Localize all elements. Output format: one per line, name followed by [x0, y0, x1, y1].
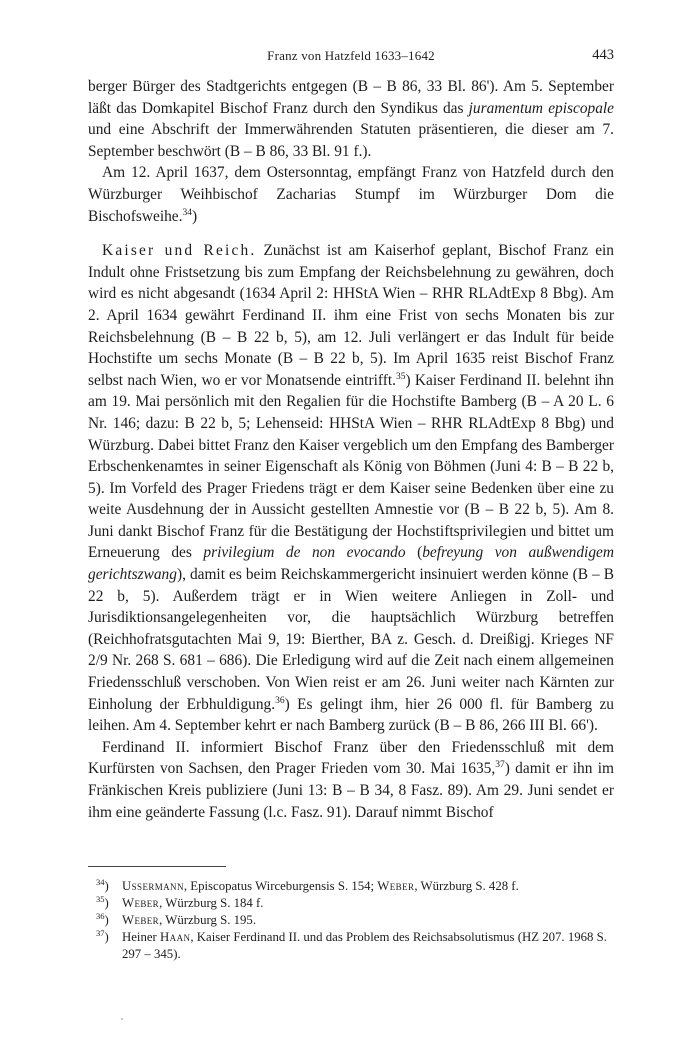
paragraph-kaiser-und-reich [88, 240, 614, 737]
footnote-author: Weber [377, 879, 415, 893]
footnote-number: 35 [96, 894, 105, 904]
footnote-number: 34 [96, 877, 105, 887]
text-run: und eine Abschrift der Immerwährenden Statuten präsentieren, die dieser am 7. September beschwört (B – B 86, 33 Bl. 91 f.). [88, 121, 614, 160]
footnote-ref: 36 [275, 695, 285, 706]
footnote-text: , Episcopatus Wirceburgensis S. 154; [183, 879, 378, 893]
text-run: Zunächst ist am Kaiserhof geplant, Bischof Franz ein Indult ohne Fristsetzung bis zum Empfang der Reichsbelehnung zu gewähren, doch wird es nicht abgesandt (1634 April 2: HHStA Wien – RHR RLAdtExp 8 Bbg). Am 2. April 1634 gewährt Ferdinand II. ihm eine Frist von sechs Monaten bis zur Reichsbelehnung (B – B 22 b, 5), am 12. Juli verlängert er das Indult für beide Hochstifte um sechs Monate (B – B 22 b, 5). Im April 1635 reist Bischof Franz selbst nach Wien, wo er vor Monatsende eintrifft. [88, 242, 614, 389]
footnote-text: Heiner [122, 930, 161, 944]
footnote-marker: $^{37}$) [96, 928, 109, 944]
text-run: Am 12. April 1637, dem Ostersonntag, empfängt Franz von Hatzfeld durch den Würzburger Weihbischof Zacharias Stumpf im Würzburger Dom die Bischofsweihe. [88, 164, 614, 225]
footnote-marker: $^{36}$) [96, 911, 109, 927]
text-run: ) Kaiser Ferdinand II. belehnt ihn am 19. Mai persönlich mit den Regalien für die Hochstifte Bamberg (B – A 20 L. 6 Nr. 146; dazu: B 22 b, 5; Lehenseid: HHStA Wien – RHR RLAdtExp 8 Bbg) und Würzburg. Dabei bittet Franz den Kaiser vergeblich um den Empfang des Bamberger Erbschenkenamtes in seiner Eigenschaft als König von Böhmen (Juni 4: B – B 22 b, 5). Im Vorfeld des Prager Friedens trägt er dem Kaiser seine Bedenken über eine zu weite Ausdehnung der in Aussicht gestellten Amnestie vor (B – B 22 b, 5). Am 8. Juni dankt Bischof Franz für die Bestätigung der Hochstiftsprivilegien und bittet um Erneuerung des [88, 371, 614, 562]
footnote-marker: $^{34}$) [96, 877, 109, 893]
footnote-item [88, 912, 614, 929]
text-run: berger Bürger des Stadtgerichts entgegen (B – B 86, 33 Bl. 86'). Am 5. September läßt das Domkapitel Bischof Franz durch den Syndikus das [88, 78, 614, 117]
paragraph-continuation [88, 76, 614, 162]
footnote-author: Weber [122, 913, 160, 927]
footnote-item [88, 878, 614, 895]
body-text [88, 76, 614, 823]
latin-term: privilegium de non evocando [203, 544, 406, 562]
section-heading: Kaiser und Reich. [102, 242, 257, 260]
footnote-author: Haan [160, 930, 191, 944]
footnote-author: Ussermann [122, 879, 184, 893]
footnote-text: , Würzburg S. 428 f. [414, 879, 519, 893]
footnote-text: , Würzburg S. 195. [159, 913, 257, 927]
running-header [88, 48, 614, 68]
footnote-ref: 37 [495, 760, 505, 771]
page-number: 443 [592, 47, 614, 63]
latin-term: juramentum episcopale [468, 99, 615, 117]
footnote-number: 37 [96, 928, 105, 938]
running-title: Franz von Hatzfeld 1633–1642 [267, 48, 435, 63]
text-run: ) Es gelingt ihm, hier 26 000 fl. für Bamberg zu leihen. Am 4. September kehrt er nach Bamberg zurück (B – B 86, 266 III Bl. 66'). [88, 695, 614, 735]
text-run: Ferdinand II. informiert Bischof Franz über den Friedensschluß mit dem Kurfürsten von Sachsen, den Prager Frieden vom 30. Mai 1635, [88, 738, 614, 778]
footnote-author: Weber [122, 896, 160, 910]
text-run: ), damit es beim Reichskammergericht insinuiert werden könne (B – B 22 b, 5). Außerdem trägt er in Wien weitere Anliegen in Zoll- und Jurisdiktionsangelegenheiten vor, die hauptsächlich Würzburg betreffen (Reichhofratsgutachten Mai 9, 19: Bierther, BA z. Gesch. d. Dreißigj. Krieges NF 2/9 Nr. 268 S. 681 – 686). Die Erledigung wird auf die Zeit nach einem allgemeinen Friedensschluß verschoben. Von Wien reist er am 26. Juni weiter nach Kärnten zur Einholung der Erbhuldigung. [88, 566, 614, 713]
footnote-ref: 35 [395, 371, 406, 382]
text-run: ( [405, 544, 423, 562]
scan-speck [121, 1018, 123, 1020]
footnote-marker: $^{35}$) [96, 894, 109, 910]
footnote-text: , Kaiser Ferdinand II. und das Problem des Reichsabsolutismus (HZ 207. 1968 S. 297 – 345). [122, 930, 607, 961]
german-term: befreyung von außwendigem gerichtszwang [88, 544, 614, 584]
footnote-item [88, 929, 614, 963]
text-run: ) damit er ihn im Fränkischen Kreis publiziere (Juni 13: B – B 34, 8 Fasz. 89). Am 29. Juni sendet er ihm eine geänderte Fassung (l.c. Fasz. 91). Darauf nimmt Bischof [88, 760, 615, 821]
footnote-text: , Würzburg S. 184 f. [159, 896, 264, 910]
paragraph-prager-frieden [88, 737, 614, 823]
text-run: ) [191, 207, 198, 225]
footnote-ref: 34 [182, 207, 192, 218]
footnote-item [88, 895, 614, 912]
footnotes [88, 878, 614, 963]
paragraph-consecration [88, 162, 614, 227]
footnote-rule [88, 866, 226, 867]
footnote-number: 36 [96, 911, 105, 921]
